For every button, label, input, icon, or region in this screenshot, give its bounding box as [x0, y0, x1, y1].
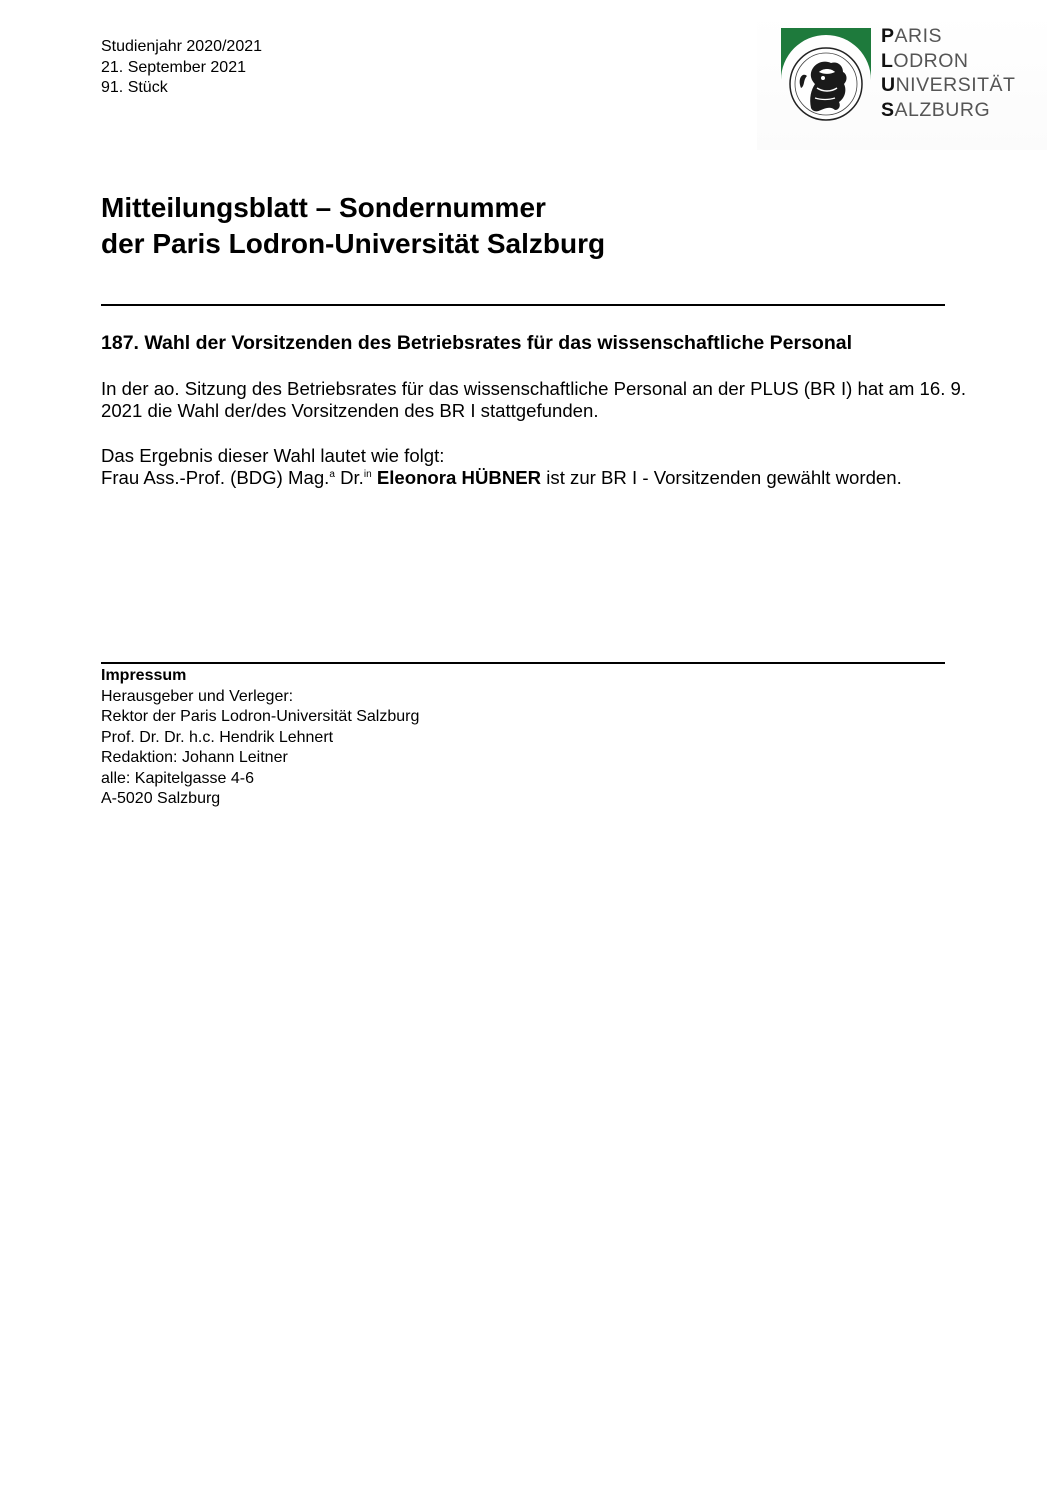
impressum-line: A-5020 Salzburg — [101, 790, 221, 807]
election-result — [101, 445, 971, 489]
logo-word: PARIS — [881, 25, 943, 47]
result-statement: Frau Ass.-Prof. (BDG) Mag.$^a$ Dr.$^{in}$ Eleonora HÜBNER ist zur BR I - Vorsitzenden gewählt worden. — [101, 467, 902, 488]
issue-info — [101, 37, 262, 99]
impressum-line: Rektor der Paris Lodron-Universität Salzburg — [101, 708, 420, 725]
page-title — [101, 190, 605, 262]
impressum-line: Prof. Dr. Dr. h.c. Hendrik Lehnert — [101, 728, 334, 746]
elected-name: Eleonora HÜBNER — [376, 467, 542, 488]
announcement-paragraph: In der ao. Sitzung des Betriebsrates für das wissenschaftliche Personal an der PLUS (BR I) hat am 16. 9. 2021 die Wahl der/des Vorsitzenden des BR I stattgefunden. — [101, 378, 967, 421]
section-heading: 187. Wahl der Vorsitzenden des Betriebsrates für das wissenschaftliche Personal — [101, 332, 853, 354]
divider-impressum — [101, 662, 945, 664]
university-logo — [757, 12, 1047, 150]
impressum-line: alle: Kapitelgasse 4-6 — [101, 769, 254, 787]
issue-date: 21. September 2021 — [101, 58, 246, 76]
logo-word: LODRON — [881, 49, 969, 72]
lion-seal-icon — [781, 28, 871, 121]
divider-top — [101, 304, 945, 306]
impressum-line: Herausgeber und Verleger: — [101, 687, 294, 705]
issue-number: 91. Stück — [101, 79, 168, 96]
impressum-heading: Impressum — [101, 667, 187, 684]
academic-year: Studienjahr 2020/2021 — [101, 38, 263, 55]
logo-word: UNIVERSITÄT — [881, 74, 1016, 96]
title-line-2: der Paris Lodron-Universität Salzburg — [101, 228, 606, 259]
logo-wordmark — [881, 24, 1015, 122]
logo-word: SALZBURG — [881, 98, 991, 121]
impressum-line: Redaktion: Johann Leitner — [101, 749, 288, 766]
title-line-1: Mitteilungsblatt – Sondernummer — [101, 192, 546, 223]
result-intro: Das Ergebnis dieser Wahl lautet wie folgt: — [101, 445, 445, 466]
impressum — [101, 666, 419, 810]
